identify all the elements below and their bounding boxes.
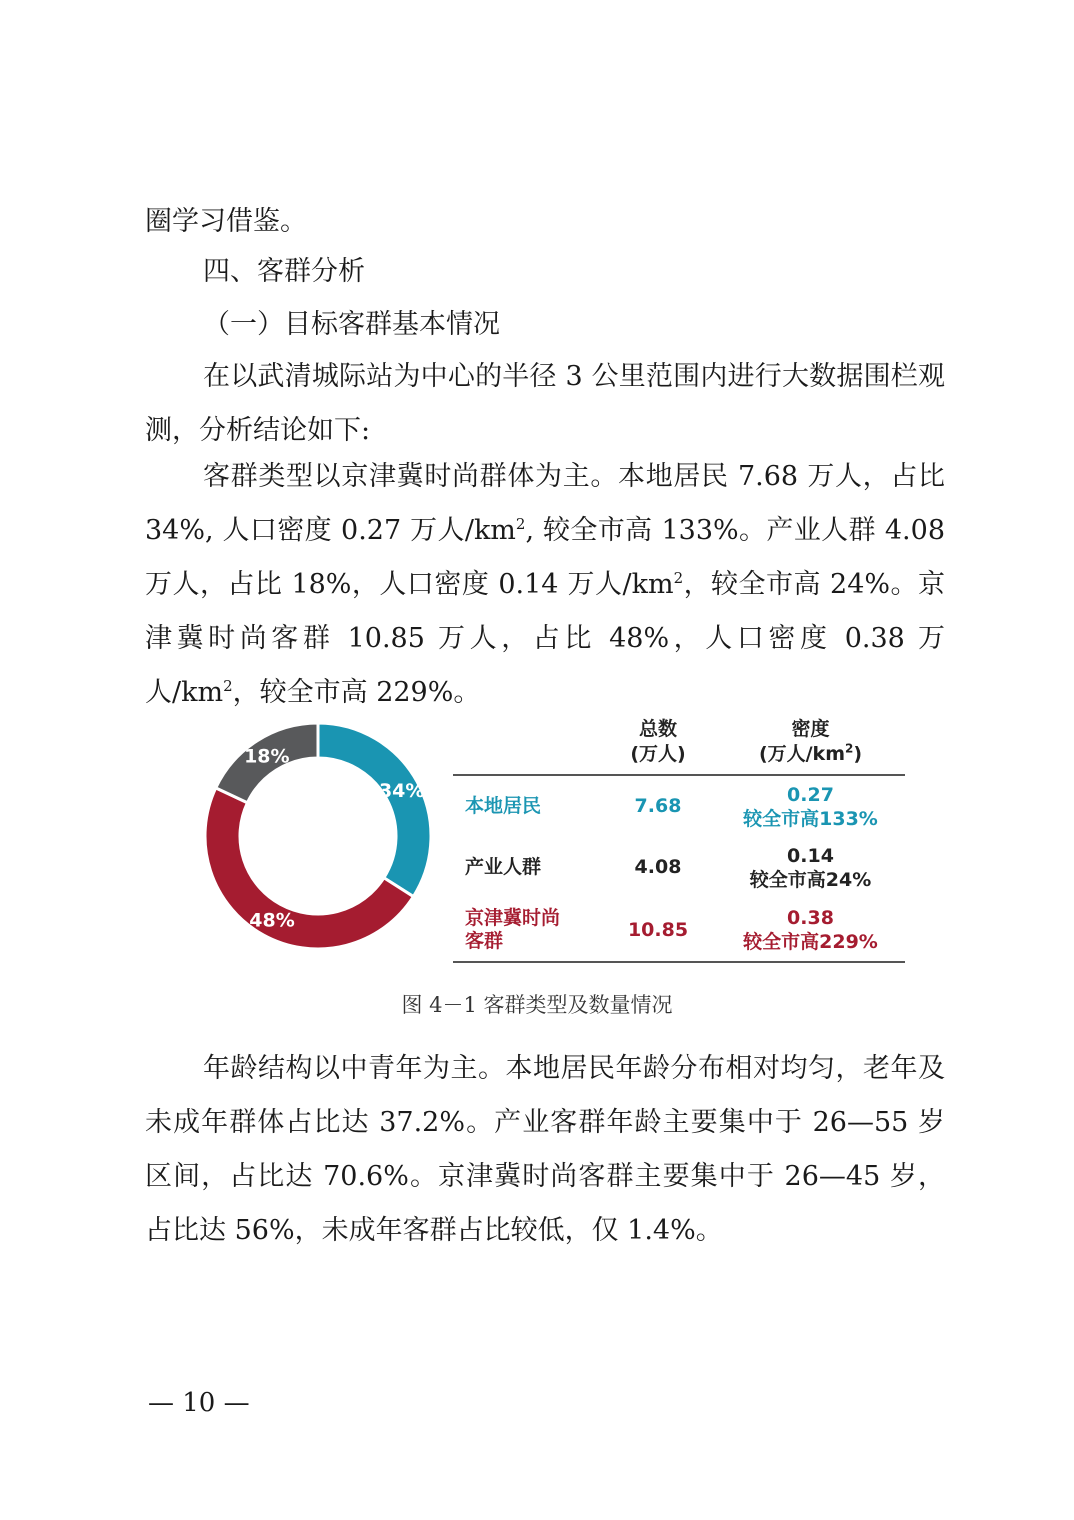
donut-chart bbox=[200, 718, 436, 954]
header-total: 总数 (万人) bbox=[630, 718, 686, 765]
row-name: 产业人群 bbox=[465, 856, 542, 878]
header-density-text: ) bbox=[853, 743, 863, 765]
superscript: 2 bbox=[223, 677, 233, 695]
superscript: 2 bbox=[673, 569, 684, 587]
paragraph-text: 客群类型以京津冀时尚群体为主。本地居民 7.68 万人，占比 34%, 人口密度 0.27 万人/km bbox=[145, 461, 945, 546]
figure-caption: 图 4－1 客群类型及数量情况 bbox=[401, 993, 673, 1017]
paragraph-age-structure: 年龄结构以中青年为主。本地居民年龄分布相对均匀，老年及未成年群体占比达 37.2%。产业客群年龄主要集中于 26—55 岁区间，占比达 70.6%。京津冀时尚客群主要集中于 26—45 岁，占比达 56%，未成年客群占比较低，仅 1.4%。 bbox=[145, 1053, 945, 1246]
row-compare: 较全市高24% bbox=[749, 869, 872, 891]
row-total: 4.08 bbox=[634, 856, 682, 878]
row-density: 0.27 bbox=[787, 784, 834, 806]
donut-slice bbox=[318, 723, 431, 897]
row-density: 0.38 bbox=[787, 907, 834, 929]
row-density: 0.14 bbox=[787, 845, 834, 867]
row-name: 本地居民 bbox=[465, 795, 542, 817]
slice-label: 18% bbox=[244, 745, 290, 768]
section-heading: 四、客群分析 bbox=[203, 256, 365, 287]
superscript: 2 bbox=[515, 515, 526, 533]
slice-label: 48% bbox=[249, 909, 295, 932]
row-name: 京津冀时尚 客群 bbox=[465, 907, 561, 952]
paragraph-continuation bbox=[145, 195, 945, 249]
paragraph-customer-types bbox=[145, 450, 945, 720]
page-number: — 10 — bbox=[148, 1388, 250, 1418]
superscript: 2 bbox=[845, 741, 854, 756]
header-density bbox=[713, 717, 908, 767]
paragraph-text: , 较全市高 133%。产业人群 4.08 万人，占比 18%，人口密度 0.14 万人/km bbox=[145, 515, 945, 600]
paragraph-text: ，较全市高 229%。 bbox=[232, 677, 481, 708]
slice-label: 34% bbox=[378, 779, 425, 802]
subsection-heading: （一）目标客群基本情况 bbox=[203, 309, 500, 340]
row-total: 10.85 bbox=[627, 919, 689, 941]
header-density-line2 bbox=[713, 742, 908, 767]
row-compare: 较全市高133% bbox=[743, 808, 878, 830]
row-compare: 较全市高229% bbox=[743, 931, 878, 953]
table-bottom-rule bbox=[453, 961, 905, 963]
header-density-text: (万人/km bbox=[758, 743, 845, 765]
table-top-rule bbox=[453, 774, 905, 776]
donut-slice bbox=[205, 788, 413, 949]
paragraph-observation: 在以武清城际站为中心的半径 3 公里范围内进行大数据围栏观测，分析结论如下: bbox=[145, 361, 945, 446]
figure-customer-types bbox=[200, 712, 910, 972]
header-density-line1: 密度 bbox=[791, 718, 830, 740]
row-total: 7.68 bbox=[634, 795, 682, 817]
paragraph-text: ，较全市高 24%。京津冀时尚客群 10.85 万人，占比 48%，人口密度 0.38 万人/km bbox=[145, 569, 945, 708]
paragraph-text: 圈学习借鉴。 bbox=[145, 206, 307, 237]
